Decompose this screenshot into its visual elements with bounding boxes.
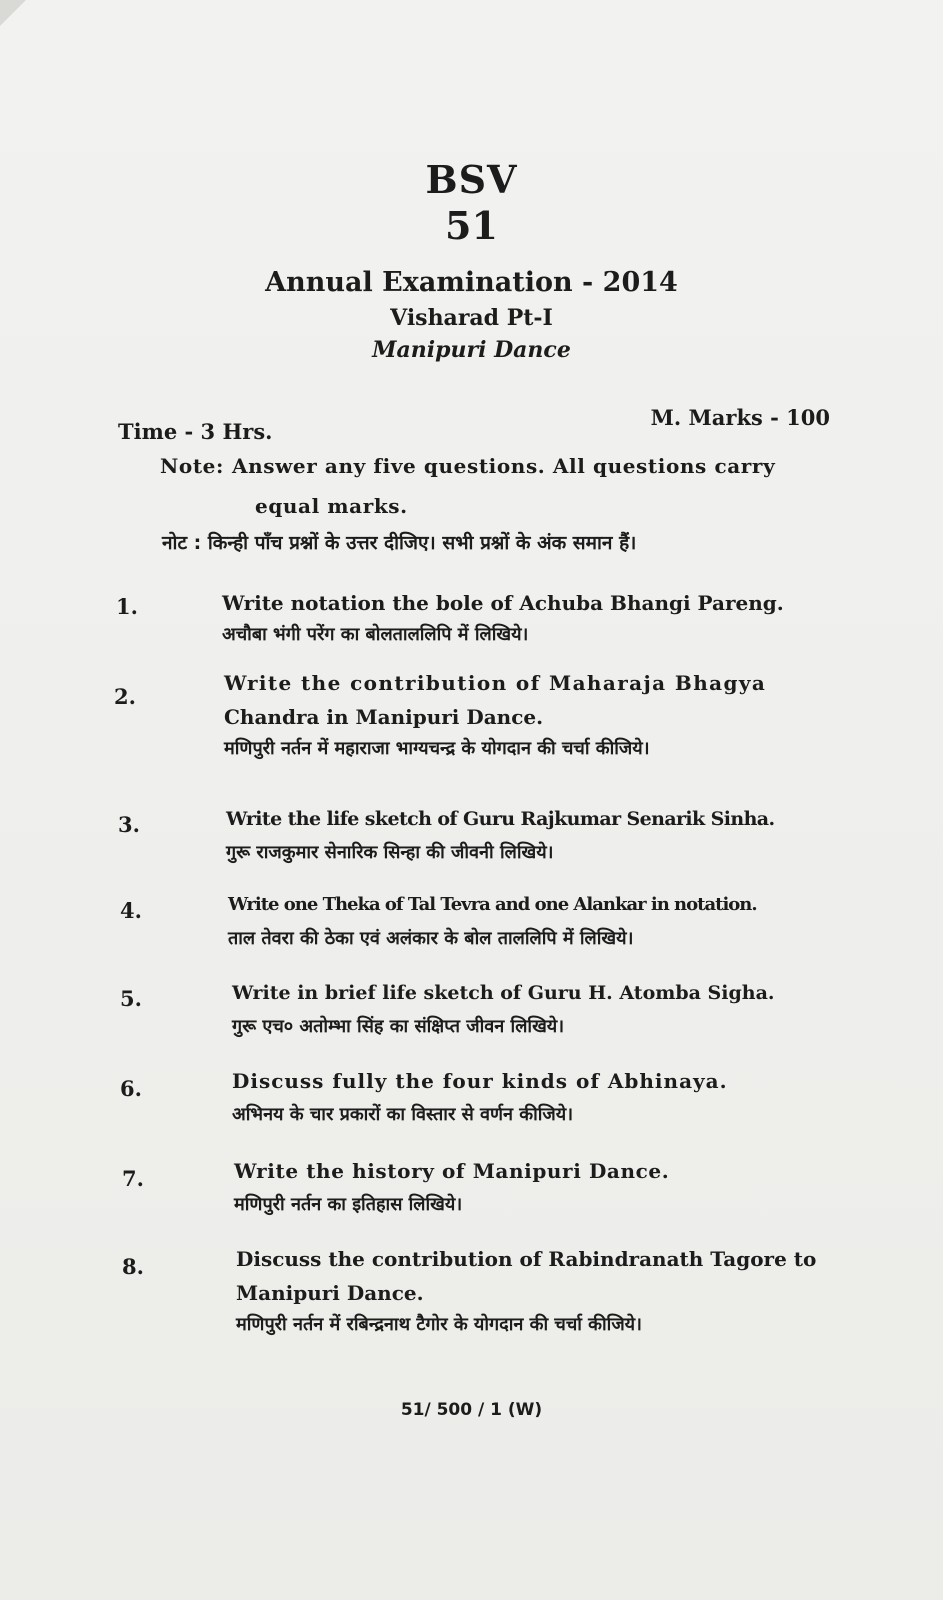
folded-corner [0,0,26,26]
question-text-en-line2: Chandra in Manipuri Dance. [224,705,544,729]
question-text-hi: गुरू राजकुमार सेनारिक सिन्हा की जीवनी लिखिये। [226,842,554,863]
question-number: 2. [114,684,136,709]
question-text-en-line1: Write the contribution of Maharaja Bhagya [224,671,767,695]
question-text-en-line1: Discuss the contribution of Rabindranath Tagore to [236,1247,817,1271]
time-allowed: Time - 3 Hrs. [118,419,273,444]
question-text-en-line2: Manipuri Dance. [236,1281,424,1305]
question-number: 1. [116,594,138,619]
exam-meta-row [118,405,830,444]
max-marks: M. Marks - 100 [650,405,830,430]
question-text-hi: अचौबा भंगी परेंग का बोलताललिपि में लिखिये। [222,624,529,645]
question-number: 3. [118,812,140,837]
exam-level: Visharad Pt-I [390,305,553,331]
question-text-hi: गुरू एच० अतोम्भा सिंह का संक्षिप्त जीवन लिखिये। [232,1016,565,1037]
question-text-en: Write one Theka of Tal Tevra and one Alankar in notation. [228,894,757,915]
question-text-en: Write the history of Manipuri Dance. [234,1159,670,1183]
question-text-en: Write in brief life sketch of Guru H. Atomba Sigha. [232,982,775,1004]
note-hindi: नोट : किन्ही पाँच प्रश्नों के उत्तर दीजिए। सभी प्रश्नों के अंक समान हैं। [162,532,637,554]
question-text-hi: मणिपुरी नर्तन में रबिन्द्रनाथ टैगोर के योगदान की चर्चा कीजिये। [236,1314,642,1335]
question-text-en: Discuss fully the four kinds of Abhinaya. [232,1069,728,1093]
question-number: 6. [120,1076,142,1101]
note-text-line1: Answer any five questions. All questions carry [231,454,776,478]
question-text-en: Write notation the bole of Achuba Bhangi Pareng. [222,591,784,615]
paper-header [0,158,943,364]
paper-code: BSV [425,157,518,202]
exam-title: Annual Examination - 2014 [265,267,678,298]
question-text-hi: मणिपुरी नर्तन में महाराजा भाग्यचन्द्र के योगदान की चर्चा कीजिये। [224,738,650,759]
question-number: 4. [120,898,142,923]
note-label: Note: [160,454,224,478]
note-english [160,438,860,526]
footer-code: 51/ 500 / 1 (W) [400,1400,543,1420]
question-number: 5. [120,986,142,1011]
exam-subject: Manipuri Dance [372,337,571,363]
paper-number: 51 [445,203,498,248]
note-text-line2: equal marks. [255,494,408,518]
question-text-hi: ताल तेवरा की ठेका एवं अलंकार के बोल ताललिपि में लिखिये। [228,928,634,949]
question-text-en: Write the life sketch of Guru Rajkumar Senarik Sinha. [226,808,775,830]
question-text-hi: अभिनय के चार प्रकारों का विस्तार से वर्णन कीजिये। [232,1104,574,1125]
question-number: 7. [122,1166,144,1191]
question-number: 8. [122,1254,144,1279]
question-text-hi: मणिपुरी नर्तन का इतिहास लिखिये। [234,1194,463,1215]
